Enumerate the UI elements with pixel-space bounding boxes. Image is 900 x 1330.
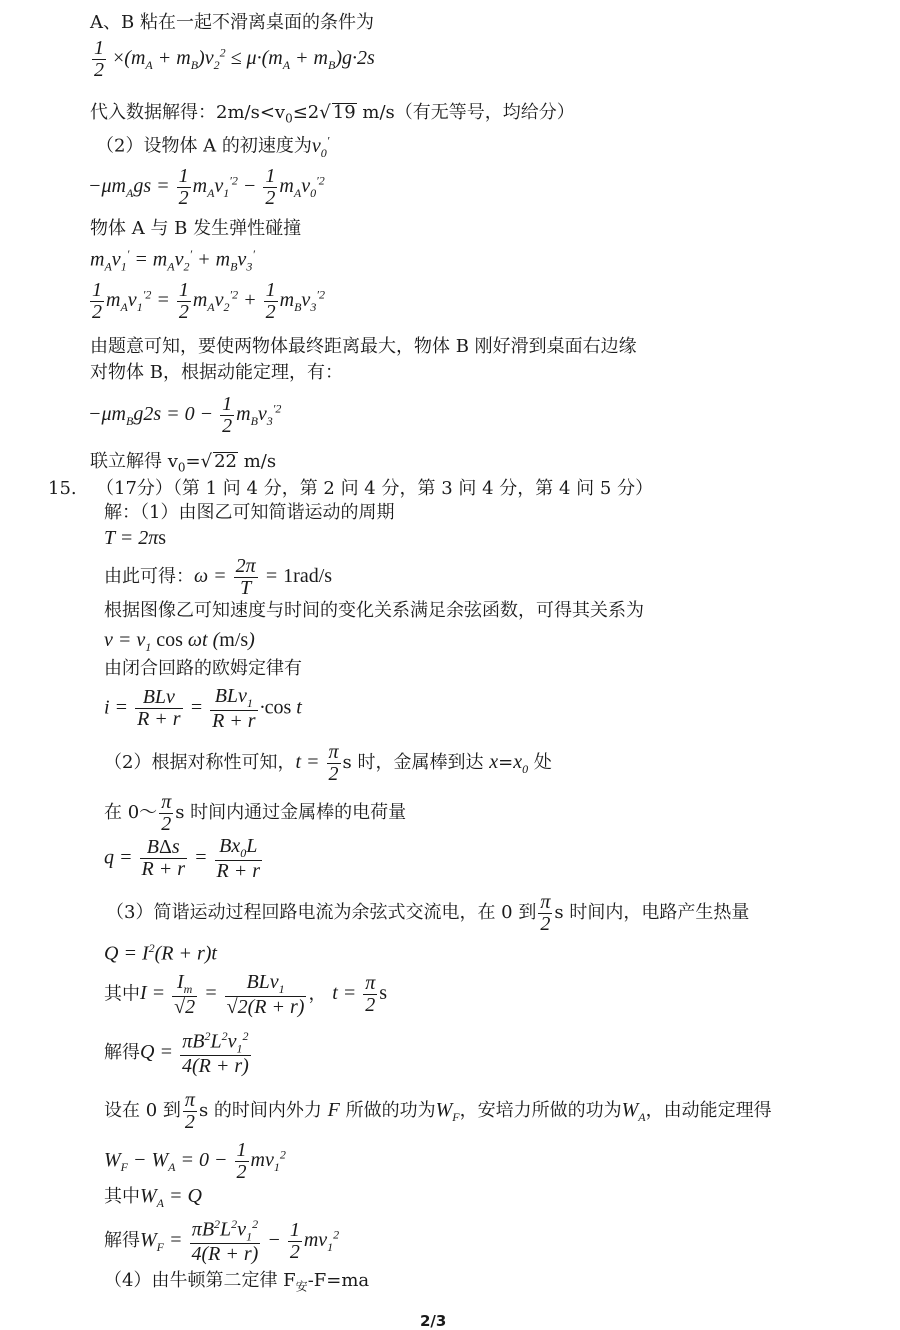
math-equation: $m_Av_1' = m_Av_2' + m_Bv_3'$	[90, 247, 255, 274]
text-line: 由闭合回路的欧姆定律有	[104, 658, 302, 679]
math-equation: i = $\frac{\text{BLv}}{R + r}$ = $\frac{BLv_1}{R + r}$ ·cos t	[104, 685, 302, 732]
text-line: 由此可得：ω = $\frac{2\pi}{T}$ = 1rad/s	[104, 555, 333, 599]
text-line: （2）根据对称性可知，t = $\frac{\pi}{2}$ s 时，金属棒到达 $x=x_0$ 处	[104, 741, 552, 785]
math-equation: q = $\frac{\text{BΔs}}{R + r}$ = $\frac{Bx_0L}{R + r}$	[104, 835, 260, 882]
text-line: A、B 粘在一起不滑离桌面的条件为	[90, 12, 374, 33]
math-equation: $-\mu m_Ags$ = $\frac{1}{2}$ $m_Av_1^{'2}$ − $\frac{1}{2}$ $m_Av_0^{'2}$	[88, 165, 325, 209]
math-equation: $v = v_1$ cos ωt (m/s)	[104, 629, 255, 654]
text-line: 代入数据解得：$2m/s<v_0\le 2√$ 19 m/s（有无等号，均给分）	[90, 102, 575, 126]
math-equation: $W_F - W_A = 0$ − $\frac{1}{2}$ $mv_1^2$	[104, 1139, 286, 1183]
math-equation: $\frac{1}{2}$ $m_Av_1^{'2}$ = $\frac{1}{2}$ $m_Av_2^{'2}$ + $\frac{1}{2}$ $m_Bv_3^{'2}$	[92, 279, 325, 323]
text-line: 联立解得 $v_0=√$ 22 m/s	[90, 451, 277, 475]
score-breakdown: （17分）（第 1 问 4 分，第 2 问 4 分，第 3 问 4 分，第 4 问 5 分）	[96, 478, 654, 499]
text-line: （3）简谐运动过程回路电流为余弦式交流电，在 0 到 $\frac{\pi}{2}$ s 时间内，电路产生热量	[106, 891, 750, 935]
text-line: （4）由牛顿第二定律 $F_安-F=ma$	[104, 1270, 370, 1294]
text-line: 由题意可知，要使两物体最终距离最大，物体 B 刚好滑到桌面右边缘	[90, 336, 637, 357]
question-number: 15.	[48, 478, 77, 499]
text-line: （2）设物体 A 的初速度为$v_0'$	[96, 133, 330, 160]
math-equation: $Q = I^2(R + r)t$	[104, 941, 217, 965]
math-inequality: $\frac{1}{2}$ $\times(m_A + m_B)v_2^2 \le \mu\cdot(m_A + m_B)g\cdot 2s$	[94, 37, 375, 81]
text-line: 其中$W_A = Q$	[104, 1185, 202, 1210]
text-line: 根据图像乙可知速度与时间的变化关系满足余弦函数，可得其关系为	[104, 600, 644, 621]
text-line: 对物体 B，根据动能定理，有：	[90, 362, 343, 383]
text-line: 解得$W_F$ = $\frac{\pi B^2L^2v_1^2}{4(R + r)}$ − $\frac{1}{2}$ $mv_1^2$	[104, 1217, 340, 1266]
text-line: 解得Q = $\frac{\pi B^2L^2v_1^2}{4(R + r)}$	[104, 1029, 249, 1078]
text-line: 设在 0 到 $\frac{\pi}{2}$ s 的时间内外力 F 所做的功为$W_F$，安培力所做的功为$W_A$，由动能定理得	[104, 1089, 772, 1133]
math-equation: $-\mu m_Bg2s = 0$ − $\frac{1}{2}$ $m_Bv_3^{'2}$	[88, 393, 282, 437]
text-line: 物体 A 与 B 发生弹性碰撞	[90, 218, 302, 239]
page-number: 2/3	[420, 1312, 447, 1330]
math-equation: T = 2πs	[104, 527, 167, 549]
text-line: 解：（1）由图乙可知简谐运动的周期	[104, 502, 395, 523]
text-line: 在 0～ $\frac{\pi}{2}$ s 时间内通过金属棒的电荷量	[104, 791, 407, 835]
text-line: 其中I = $\frac{I_m}{√2}$ = $\frac{BLv_1}{√2(R + r)}$ ， t = $\frac{\pi}{2}$ s	[104, 971, 388, 1018]
